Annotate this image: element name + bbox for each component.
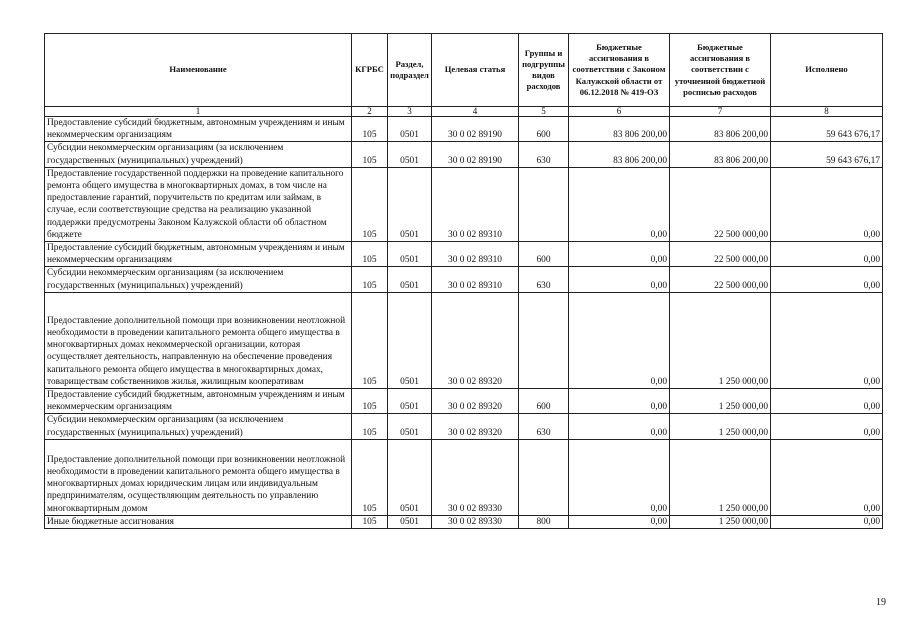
row-group: 600 <box>519 242 569 267</box>
row-ktrbs: 105 <box>352 292 388 388</box>
row-ktrbs: 105 <box>352 515 388 528</box>
row-section: 0501 <box>388 292 432 388</box>
row-article: 30 0 02 89330 <box>432 439 519 515</box>
row-group: 630 <box>519 414 569 439</box>
table-row <box>45 515 883 528</box>
row-law: 83 806 200,00 <box>569 142 670 167</box>
row-name: Субсидии некоммерческим организациям (за исключением государственных (муниципальных) учреждений) <box>45 267 352 292</box>
row-refined: 83 806 200,00 <box>670 117 771 142</box>
row-article: 30 0 02 89330 <box>432 515 519 528</box>
row-executed: 0,00 <box>771 439 883 515</box>
row-group <box>519 292 569 388</box>
row-name: Предоставление субсидий бюджетным, автономным учреждениям и иным некоммерческим организациям <box>45 117 352 142</box>
row-name: Предоставление дополнительной помощи при возникновении неотложной необходимости в проведении капитального ремонта общего имущества в многоквартирных домах юридическим лицам или индивидуальным предпринимателям, осуществляющим деятельность по управлению многоквартирным домом <box>45 439 352 515</box>
header-section: Раздел, подраздел <box>388 34 432 107</box>
row-executed: 0,00 <box>771 292 883 388</box>
row-refined: 83 806 200,00 <box>670 142 771 167</box>
column-number: 6 <box>569 107 670 117</box>
header-name: Наименование <box>45 34 352 107</box>
row-group: 600 <box>519 117 569 142</box>
row-refined: 1 250 000,00 <box>670 292 771 388</box>
row-ktrbs: 105 <box>352 142 388 167</box>
row-law: 0,00 <box>569 439 670 515</box>
table-row <box>45 167 883 241</box>
row-executed: 59 643 676,17 <box>771 142 883 167</box>
row-name: Предоставление субсидий бюджетным, автономным учреждениям и иным некоммерческим организациям <box>45 242 352 267</box>
row-article: 30 0 02 89320 <box>432 389 519 414</box>
row-section: 0501 <box>388 389 432 414</box>
header-ktrbs: КГРБС <box>352 34 388 107</box>
row-ktrbs: 105 <box>352 117 388 142</box>
row-law: 0,00 <box>569 167 670 241</box>
row-name: Предоставление государственной поддержки на проведение капитального ремонта общего имущества в многоквартирных домах, в том числе на предоставление гарантий, поручительств по кредитам или займам, в случае, если соответствующие средства на реализацию указанной поддержки предусмотрены Законом Калужской области об областном бюджете <box>45 167 352 241</box>
budget-table <box>44 33 883 529</box>
row-group: 600 <box>519 389 569 414</box>
row-refined: 1 250 000,00 <box>670 439 771 515</box>
row-ktrbs: 105 <box>352 414 388 439</box>
table-row <box>45 439 883 515</box>
row-executed: 0,00 <box>771 242 883 267</box>
row-article: 30 0 02 89320 <box>432 292 519 388</box>
row-refined: 1 250 000,00 <box>670 414 771 439</box>
row-ktrbs: 105 <box>352 267 388 292</box>
page-number: 19 <box>876 597 886 608</box>
row-executed: 59 643 676,17 <box>771 117 883 142</box>
row-refined: 1 250 000,00 <box>670 515 771 528</box>
table-row <box>45 267 883 292</box>
row-executed: 0,00 <box>771 414 883 439</box>
row-article: 30 0 02 89190 <box>432 142 519 167</box>
row-refined: 1 250 000,00 <box>670 389 771 414</box>
column-number: 1 <box>45 107 352 117</box>
row-name: Иные бюджетные ассигнования <box>45 515 352 528</box>
row-name: Предоставление субсидий бюджетным, автономным учреждениям и иным некоммерческим организациям <box>45 389 352 414</box>
column-number: 2 <box>352 107 388 117</box>
header-refined: Бюджетные ассигнования в соответствии с уточненной бюджетной росписью расходов <box>670 34 771 107</box>
row-article: 30 0 02 89310 <box>432 267 519 292</box>
row-name: Предоставление дополнительной помощи при возникновении неотложной необходимости в проведении капитального ремонта общего имущества в многоквартирных домах некоммерческой организации, которая осуществляет деятельность, направленную на обеспечение проведения капитального ремонта общего имущества в многоквартирных домах, товариществам собственников жилья, жилищным кооперативам <box>45 292 352 388</box>
row-name: Субсидии некоммерческим организациям (за исключением государственных (муниципальных) учреждений) <box>45 414 352 439</box>
header-law: Бюджетные ассигнования в соответствии с Законом Калужской области от 06.12.2018 № 419-ОЗ <box>569 34 670 107</box>
row-refined: 22 500 000,00 <box>670 242 771 267</box>
row-ktrbs: 105 <box>352 389 388 414</box>
row-ktrbs: 105 <box>352 439 388 515</box>
table-row <box>45 292 883 388</box>
row-executed: 0,00 <box>771 267 883 292</box>
row-ktrbs: 105 <box>352 167 388 241</box>
row-law: 0,00 <box>569 515 670 528</box>
row-article: 30 0 02 89310 <box>432 167 519 241</box>
table-row <box>45 242 883 267</box>
row-ktrbs: 105 <box>352 242 388 267</box>
row-law: 0,00 <box>569 267 670 292</box>
column-number: 4 <box>432 107 519 117</box>
row-executed: 0,00 <box>771 515 883 528</box>
header-groups: Группы и подгруппы видов расходов <box>519 34 569 107</box>
table-row <box>45 117 883 142</box>
table-row <box>45 142 883 167</box>
header-article: Целевая статья <box>432 34 519 107</box>
row-law: 0,00 <box>569 389 670 414</box>
table-row <box>45 389 883 414</box>
row-section: 0501 <box>388 242 432 267</box>
header-row <box>45 34 883 107</box>
row-section: 0501 <box>388 439 432 515</box>
column-number: 3 <box>388 107 432 117</box>
row-section: 0501 <box>388 117 432 142</box>
row-article: 30 0 02 89190 <box>432 117 519 142</box>
row-executed: 0,00 <box>771 167 883 241</box>
row-refined: 22 500 000,00 <box>670 167 771 241</box>
row-name: Субсидии некоммерческим организациям (за исключением государственных (муниципальных) учреждений) <box>45 142 352 167</box>
table-row <box>45 414 883 439</box>
row-refined: 22 500 000,00 <box>670 267 771 292</box>
row-section: 0501 <box>388 267 432 292</box>
row-executed: 0,00 <box>771 389 883 414</box>
row-article: 30 0 02 89320 <box>432 414 519 439</box>
row-section: 0501 <box>388 414 432 439</box>
row-article: 30 0 02 89310 <box>432 242 519 267</box>
row-group: 630 <box>519 267 569 292</box>
row-group: 630 <box>519 142 569 167</box>
row-group <box>519 167 569 241</box>
row-law: 0,00 <box>569 242 670 267</box>
header-executed: Исполнено <box>771 34 883 107</box>
column-number: 8 <box>771 107 883 117</box>
row-group: 800 <box>519 515 569 528</box>
row-section: 0501 <box>388 515 432 528</box>
row-law: 0,00 <box>569 292 670 388</box>
row-law: 0,00 <box>569 414 670 439</box>
column-number: 5 <box>519 107 569 117</box>
column-number-row <box>45 107 883 117</box>
row-group <box>519 439 569 515</box>
column-number: 7 <box>670 107 771 117</box>
row-section: 0501 <box>388 142 432 167</box>
row-section: 0501 <box>388 167 432 241</box>
row-law: 83 806 200,00 <box>569 117 670 142</box>
